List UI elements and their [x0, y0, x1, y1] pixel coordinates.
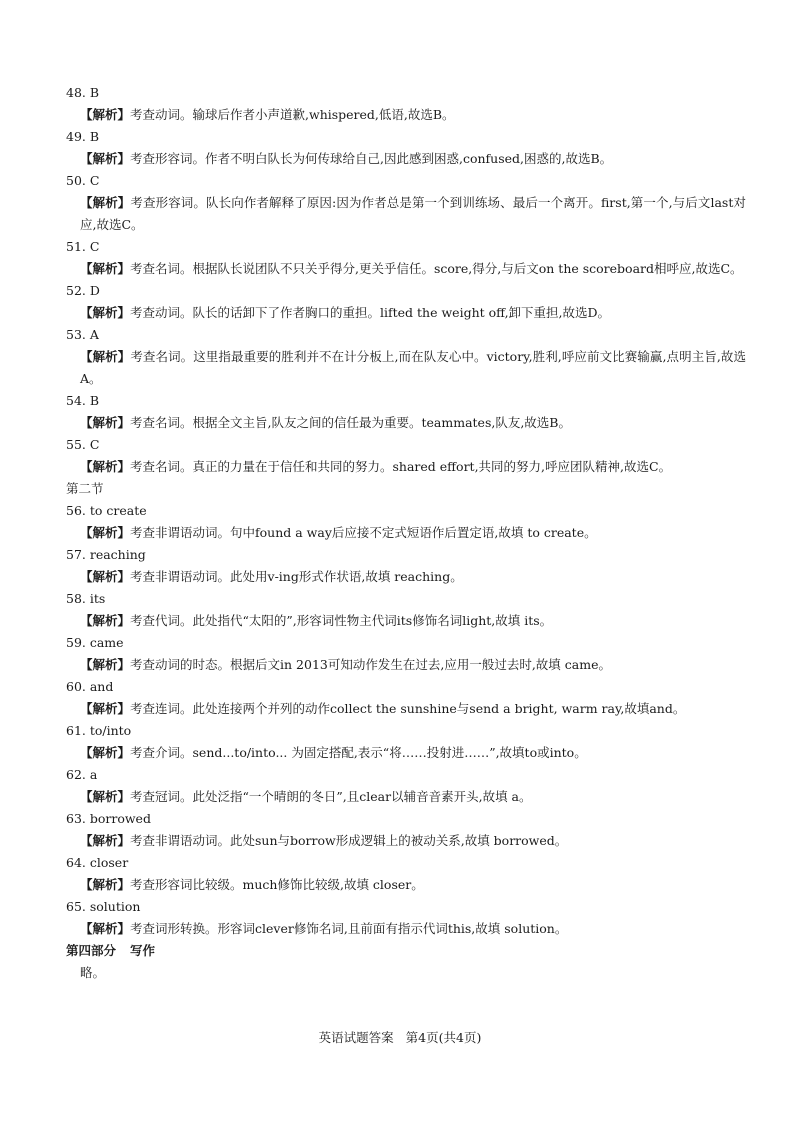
answer-analysis — [66, 654, 746, 676]
analysis-tag: 【解析】 — [80, 107, 131, 122]
analysis-text: 考查介词。send...to/into... 为固定搭配,表示“将……投射进……”,故填to或into。 — [130, 745, 587, 760]
analysis-text: 考查形容词。队长向作者解释了原因:因为作者总是第一个到训练场、最后一个离开。first,第一个,与后文last对应,故选C。 — [80, 195, 746, 232]
answer-analysis — [66, 412, 746, 434]
analysis-tag: 【解析】 — [80, 305, 131, 320]
answer-number: 59. came — [66, 635, 124, 650]
answer-analysis — [66, 104, 746, 126]
analysis-tag: 【解析】 — [80, 613, 131, 628]
answer-item-61 — [66, 720, 746, 764]
answer-number: 51. C — [66, 239, 100, 254]
analysis-tag: 【解析】 — [80, 349, 131, 364]
footer-page-info: 第4页(共4页) — [405, 1030, 482, 1045]
part-four-content: 略。 — [80, 965, 106, 980]
answer-analysis — [66, 566, 746, 588]
analysis-tag: 【解析】 — [80, 569, 131, 584]
analysis-tag: 【解析】 — [80, 877, 131, 892]
answer-item-64 — [66, 852, 746, 896]
answer-analysis — [66, 742, 746, 764]
analysis-text: 考查代词。此处指代“太阳的”,形容词性物主代词its修饰名词light,故填 its。 — [130, 613, 553, 628]
answer-number: 50. C — [66, 173, 100, 188]
answer-item-53 — [66, 324, 746, 390]
analysis-tag: 【解析】 — [80, 459, 131, 474]
answer-item-58 — [66, 588, 746, 632]
answer-number: 56. to create — [66, 503, 147, 518]
answer-analysis — [66, 610, 746, 632]
analysis-tag: 【解析】 — [80, 525, 131, 540]
analysis-text: 考查动词。输球后作者小声道歉,whispered,低语,故选B。 — [130, 107, 455, 122]
analysis-tag: 【解析】 — [80, 415, 131, 430]
answer-item-57 — [66, 544, 746, 588]
analysis-tag: 【解析】 — [80, 921, 131, 936]
answer-number: 64. closer — [66, 855, 129, 870]
answer-analysis — [66, 522, 746, 544]
analysis-text: 考查词形转换。形容词clever修饰名词,且前面有指示代词this,故填 solution。 — [130, 921, 568, 936]
answer-analysis — [66, 148, 746, 170]
analysis-text: 考查形容词。作者不明白队长为何传球给自己,因此感到困惑,confused,困惑的,故选B。 — [130, 151, 613, 166]
answer-number: 57. reaching — [66, 547, 146, 562]
answer-number: 54. B — [66, 393, 100, 408]
analysis-tag: 【解析】 — [80, 789, 131, 804]
answer-item-51 — [66, 236, 746, 280]
analysis-text: 考查名词。根据全文主旨,队友之间的信任最为重要。teammates,队友,故选B。 — [130, 415, 571, 430]
answer-item-48 — [66, 82, 746, 126]
analysis-tag: 【解析】 — [80, 701, 131, 716]
answer-analysis — [66, 192, 746, 236]
answer-number: 48. B — [66, 85, 100, 100]
analysis-text: 考查动词。队长的话卸下了作者胸口的重担。lifted the weight off,卸下重担,故选D。 — [130, 305, 611, 320]
part-four-heading — [66, 940, 746, 962]
answer-analysis — [66, 456, 746, 478]
answer-number: 53. A — [66, 327, 99, 342]
answer-number: 60. and — [66, 679, 114, 694]
answer-number: 49. B — [66, 129, 100, 144]
page-footer — [0, 1028, 800, 1048]
analysis-text: 考查非谓语动词。句中found a way后应接不定式短语作后置定语,故填 to create。 — [130, 525, 597, 540]
answer-item-65 — [66, 896, 746, 940]
analysis-text: 考查名词。这里指最重要的胜利并不在计分板上,而在队友心中。victory,胜利,呼应前文比赛输赢,点明主旨,故选A。 — [80, 349, 746, 386]
page-content — [66, 82, 746, 984]
section-heading: 第二节 — [66, 481, 104, 496]
analysis-tag: 【解析】 — [80, 745, 131, 760]
answer-number: 58. its — [66, 591, 106, 606]
answer-item-55 — [66, 434, 746, 478]
answer-number: 52. D — [66, 283, 100, 298]
analysis-tag: 【解析】 — [80, 151, 131, 166]
answer-item-56 — [66, 500, 746, 544]
answer-number: 63. borrowed — [66, 811, 151, 826]
answer-analysis — [66, 786, 746, 808]
analysis-text: 考查名词。真正的力量在于信任和共同的努力。shared effort,共同的努力,呼应团队精神,故选C。 — [130, 459, 672, 474]
analysis-tag: 【解析】 — [80, 657, 131, 672]
answer-number: 65. solution — [66, 899, 141, 914]
answer-analysis — [66, 258, 746, 280]
analysis-text: 考查非谓语动词。此处sun与borrow形成逻辑上的被动关系,故填 borrowed。 — [130, 833, 568, 848]
part-four-title: 写作 — [130, 943, 156, 958]
analysis-text: 考查非谓语动词。此处用v-ing形式作状语,故填 reaching。 — [130, 569, 463, 584]
analysis-tag: 【解析】 — [80, 833, 131, 848]
answer-item-63 — [66, 808, 746, 852]
analysis-text: 考查名词。根据队长说团队不只关乎得分,更关乎信任。score,得分,与后文on the scoreboard相呼应,故选C。 — [130, 261, 743, 276]
answer-item-54 — [66, 390, 746, 434]
answer-item-62 — [66, 764, 746, 808]
answer-analysis — [66, 346, 746, 390]
analysis-text: 考查冠词。此处泛指“一个晴朗的冬日”,且clear以辅音音素开头,故填 a。 — [130, 789, 532, 804]
answer-analysis — [66, 874, 746, 896]
part-four-label: 第四部分 — [66, 943, 117, 958]
analysis-text: 考查形容词比较级。much修饰比较级,故填 closer。 — [130, 877, 424, 892]
analysis-tag: 【解析】 — [80, 195, 131, 210]
analysis-text: 考查连词。此处连接两个并列的动作collect the sunshine与send a bright, warm ray,故填and。 — [130, 701, 686, 716]
analysis-text: 考查动词的时态。根据后文in 2013可知动作发生在过去,应用一般过去时,故填 came。 — [130, 657, 611, 672]
answer-analysis — [66, 918, 746, 940]
answer-item-49 — [66, 126, 746, 170]
footer-subject: 英语试题答案 — [318, 1030, 394, 1045]
answer-item-60 — [66, 676, 746, 720]
analysis-tag: 【解析】 — [80, 261, 131, 276]
answer-number: 62. a — [66, 767, 98, 782]
answer-analysis — [66, 698, 746, 720]
answer-number: 55. C — [66, 437, 100, 452]
answer-item-50 — [66, 170, 746, 236]
answer-item-52 — [66, 280, 746, 324]
answer-analysis — [66, 302, 746, 324]
answer-item-59 — [66, 632, 746, 676]
answer-analysis — [66, 830, 746, 852]
answer-number: 61. to/into — [66, 723, 132, 738]
